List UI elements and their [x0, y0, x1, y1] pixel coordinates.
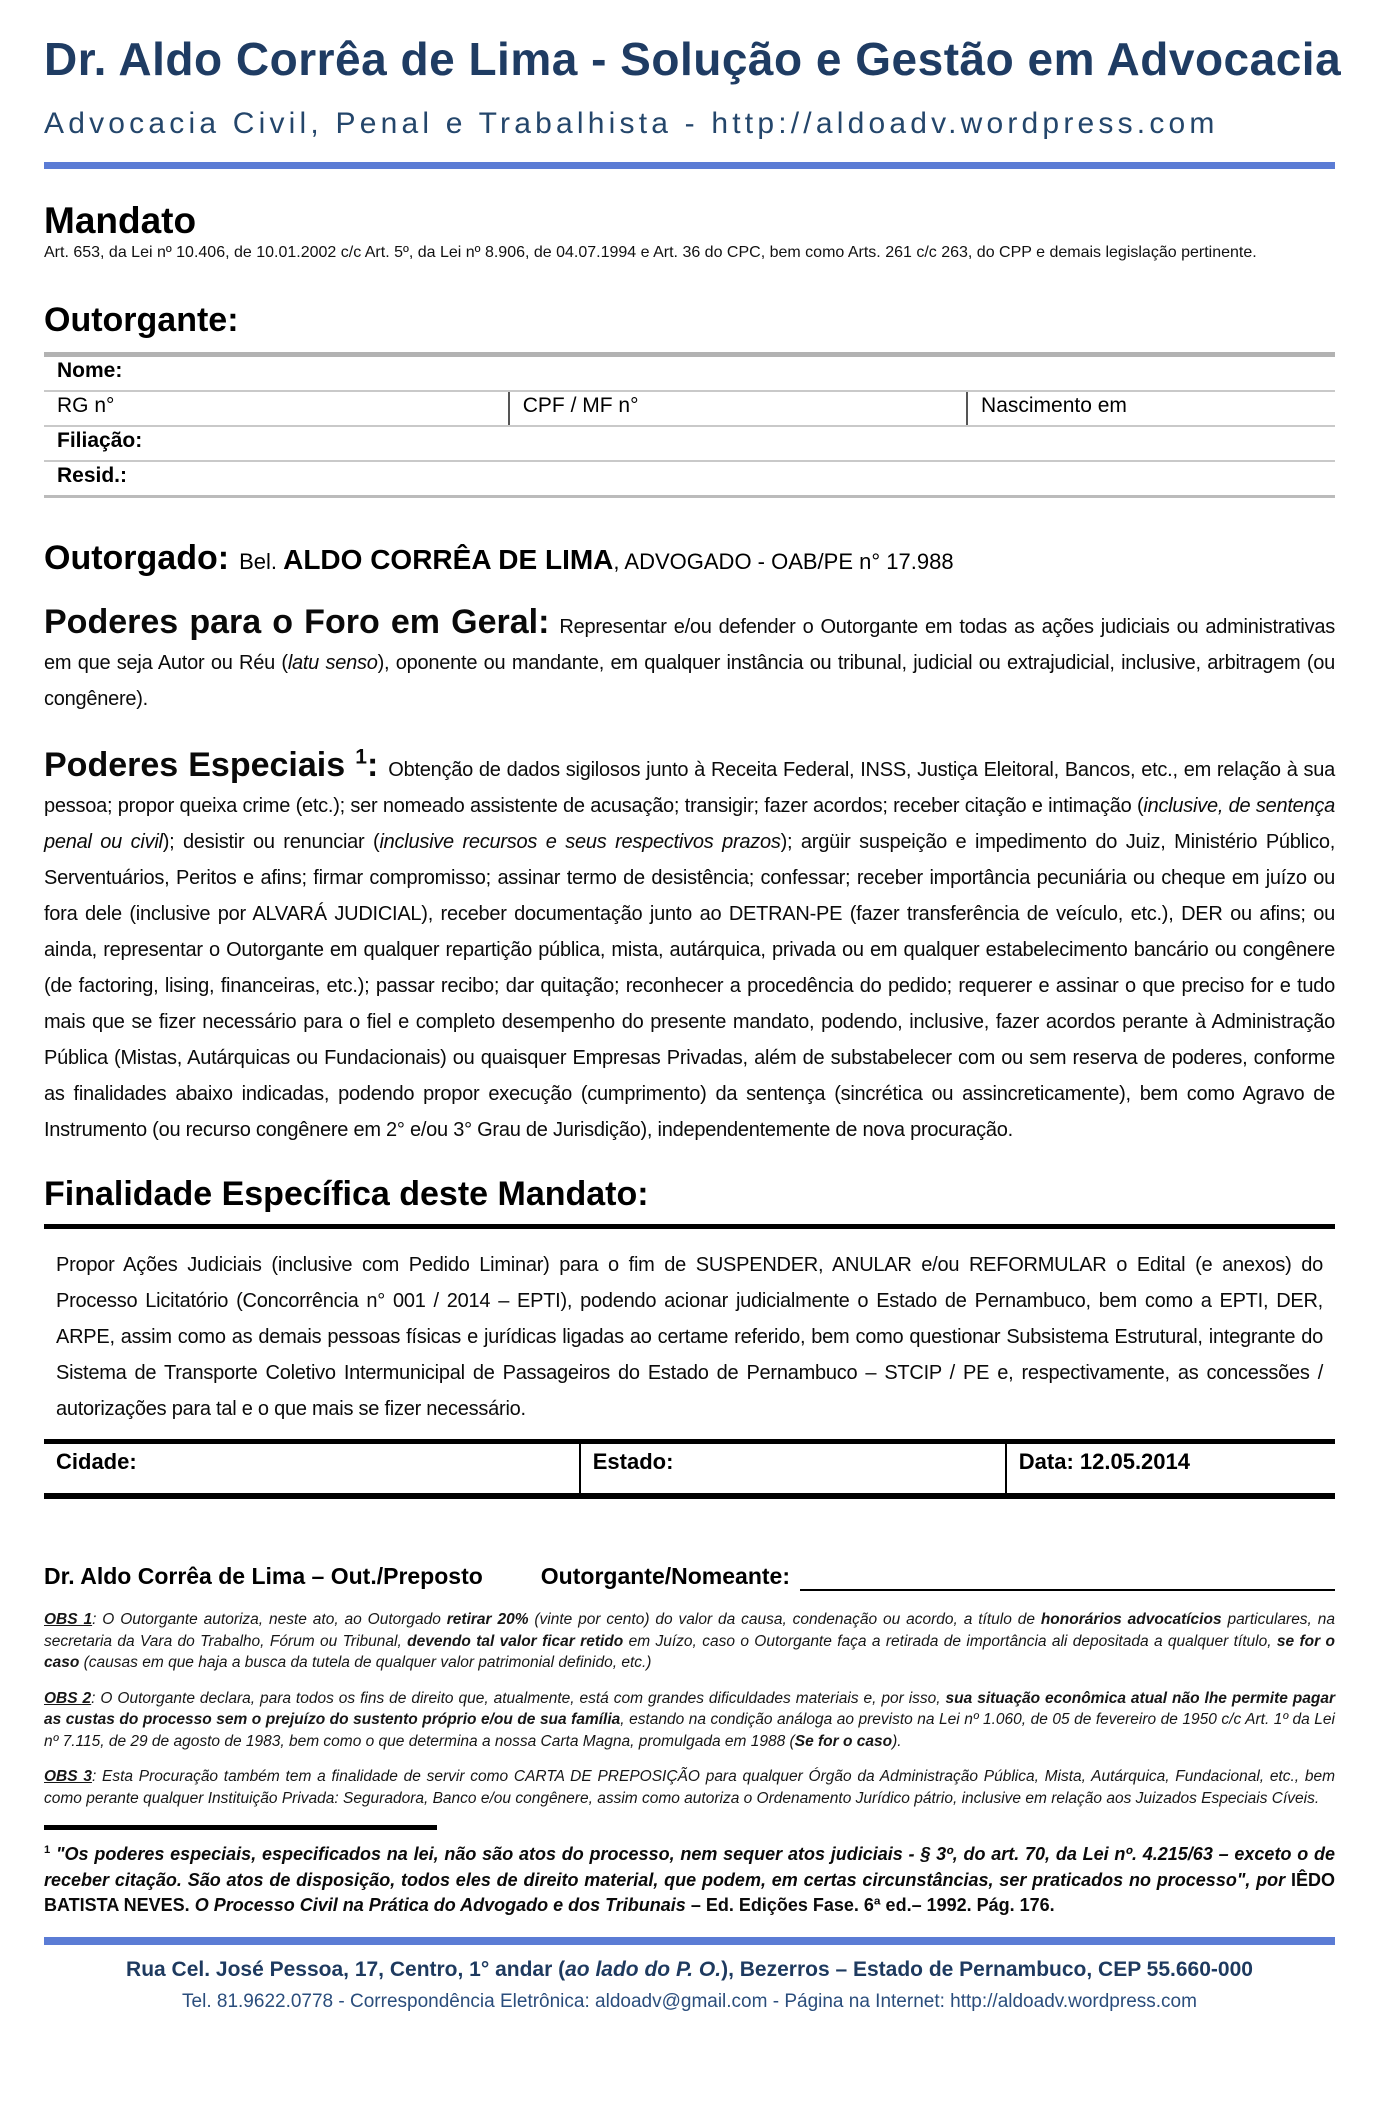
foro-geral-paragraph [44, 604, 1335, 717]
poderes-especiais-title [44, 746, 388, 784]
field-nascimento-label: Nascimento em [967, 391, 1335, 426]
signature-grantor-label: Outorgante/Nomeante: [540, 1563, 790, 1589]
foro-geral-title: Poderes para o Foro em Geral: [44, 603, 550, 641]
poderes-especiais-title-text: Poderes Especiais [44, 746, 346, 784]
field-cpf-label: CPF / MF n° [509, 391, 967, 426]
signature-grantee-name: Dr. Aldo Corrêa de Lima – Out./Preposto [44, 1563, 483, 1589]
mandato-legal-citation: Art. 653, da Lei nº 10.406, de 10.01.2002 c/c Art. 5º, da Lei nº 8.906, de 04.07.1994 e Art. 36 do CPC, bem como Arts. 261 c/c 263, do CPP e demais legislação pertinente. [44, 244, 1257, 261]
cidade-label: Cidade: [56, 1449, 137, 1474]
table-row [44, 355, 1335, 392]
field-nome-label: Nome: [44, 355, 1335, 392]
field-filiacao-label: Filiação: [44, 426, 1335, 461]
finalidade-paragraph: Propor Ações Judiciais (inclusive com Pedido Liminar) para o fim de SUSPENDER, ANULAR e/ou REFORMULAR o Edital (e anexos) do Processo Licitatório (Concorrência n° 001 / 2014 – EPTI), podendo acionar judicialmente o Estado de Pernambuco, bem como a EPTI, DER, ARPE, assim como as demais pessoas físicas e jurídicas ligadas ao certame referido, bem como questionar Subsistema Estrutural, integrante do Sistema de Transporte Coletivo Intermunicipal de Passageiros do Estado de Pernambuco – STCIP / PE e, respectivamente, as concessões / autorizações para tal e o que mais se fizer necessário. [56, 1254, 1323, 1420]
outorgado-name: ALDO CORRÊA DE LIMA [283, 544, 614, 575]
footer-address: Rua Cel. José Pessoa, 17, Centro, 1° andar (ao lado do P. O.), Bezerros – Estado de Pernambuco, CEP 55.660-000 [126, 1957, 1253, 1981]
mandato-section [44, 201, 1335, 262]
city-state-date-table [44, 1439, 1335, 1499]
obs-3: OBS 3: Esta Procuração também tem a finalidade de servir como CARTA DE PREPOSIÇÃO para qualquer Órgão da Administração Pública, Mista, Autárquica, Fundacional, etc., bem como perante qualquer Instituição Privada: Seguradora, Banco e/ou congênere, assim como autoriza o Ordenamento Jurídico pátrio, inclusive em relação aos Juizados Especiais Cíveis. [44, 1768, 1336, 1807]
data-value: Data: 12.05.2014 [1006, 1442, 1335, 1497]
poderes-especiais-text: Obtenção de dados sigilosos junto à Receita Federal, INSS, Justiça Eleitoral, Bancos, etc., em relação à sua pessoa; propor queixa crime (etc.); ser nomeado assistente de acusação; transigir; fazer acordos; receber citação e intimação (inclusive, de sentença penal ou civil); desistir ou renunciar (inclusive recursos e seus respectivos prazos); argüir suspeição e impedimento do Juiz, Ministério Público, Serventuários, Peritos e afins; firmar compromisso; assinar termo de desistência; confessar; receber importância pecuniária ou cheque em juízo ou fora dele (inclusive por ALVARÁ JUDICIAL), receber documentação junto ao DETRAN-PE (fazer transferência de veículo, etc.), DER ou afins; ou ainda, representar o Outorgante em qualquer repartição pública, mista, autárquica, privada ou em qualquer estabelecimento bancário ou congênere (de factoring, lising, financeiras, etc.); passar recibo; dar quitação; reconhecer a procedência do pedido; requerer e assinar o que preciso for e tudo mais que se fizer necessário para o fiel e completo desempenho do presente mandato, podendo, inclusive, fazer acordos perante à Administração Pública (Mistas, Autárquicas ou Fundacionais) ou quaisquer Empresas Privadas, além de substabelecer com ou sem reserva de poderes, conforme as finalidades abaixo indicadas, podendo propor execução (cumprimento) da sentença (sincrética ou assincreticamente), bem como Agravo de Instrumento (ou recurso congênere em 2° e/ou 3° Grau de Jurisdição), independentemente de nova procuração. [44, 759, 1335, 1141]
letterhead-title: Dr. Aldo Corrêa de Lima - Solução e Gestão em Advocacia [44, 33, 1342, 85]
foro-geral-section [44, 604, 1335, 717]
table-row [44, 391, 1335, 426]
outorgado-title: Outorgado: [44, 539, 230, 577]
footnote-text: $^1$ "Os poderes especiais, especificados na lei, não são atos do processo, nem sequer atos judiciais - § 3º, do art. 70, da Lei nº. 4.215/63 – exceto o de receber citação. São atos de disposição, todos eles de direito material, que podem, em certas circunstâncias, ser praticados no processo", por IÊDO BATISTA NEVES. O Processo Civil na Prática do Advogado e dos Tribunais – Ed. Edições Fase. 6ª ed.– 1992. Pág. 176. [44, 1844, 1335, 1915]
outorgado-oab: , ADVOGADO - OAB/PE n° 17.988 [613, 549, 954, 574]
finalidade-title: Finalidade Específica deste Mandato: [44, 1175, 649, 1213]
poderes-especiais-paragraph [44, 747, 1335, 1148]
letterhead-divider [44, 162, 1335, 169]
outorgante-form-table [44, 352, 1335, 498]
footnote-divider [44, 1825, 437, 1830]
outorgante-section [44, 300, 1335, 498]
field-rg-label: RG n° [44, 391, 509, 426]
estado-label: Estado: [580, 1442, 1006, 1497]
letterhead [44, 32, 1342, 169]
field-resid-label: Resid.: [57, 464, 128, 487]
finalidade-divider [44, 1224, 1335, 1229]
finalidade-section [44, 1174, 1335, 1427]
poderes-especiais-section [44, 747, 1335, 1148]
obs-2: OBS 2: O Outorgante declara, para todos os fins de direito que, atualmente, está com grandes dificuldades materiais e, por isso, sua situação econômica atual não lhe permite pagar as custas do processo sem o prejuízo do sustento próprio e/ou de sua família, estando na condição análoga ao previsto na Lei nº 1.060, de 05 de fevereiro de 1950 c/c Art. 1º da Lei nº 7.115, de 29 de agosto de 1983, bem como o que determina a nossa Carta Magna, promulgada em 1988 (Se for o caso). [44, 1689, 1336, 1750]
table-row [44, 1442, 1335, 1497]
obs-1: OBS 1: O Outorgante autoriza, neste ato, ao Outorgado retirar 20% (vinte por cento) do valor da causa, condenação ou acordo, a título de honorários advocatícios particulares, na secretaria da Vara do Trabalho, Fórum ou Tribunal, devendo tal valor ficar retido em Juízo, caso o Outorgante faça a retirada de importância ali depositada a qualquer título, se for o caso (causas em que haja a busca da tutela de qualquer valor patrimonial definido, etc.) [44, 1611, 1336, 1671]
outorgado-section [44, 538, 1335, 578]
signature-row [44, 1561, 1335, 1591]
table-row [44, 461, 1335, 497]
outorgado-prefix: Bel. [239, 549, 284, 574]
outorgante-title: Outorgante: [44, 301, 239, 339]
signature-line [800, 1563, 1335, 1591]
footer-contact: Tel. 81.9622.0778 - Correspondência Eletrônica: aldoadv@gmail.com - Página na Internet: http://aldoadv.wordpress.com [182, 1990, 1197, 2012]
poderes-especiais-colon: : [366, 746, 379, 784]
table-row [44, 426, 1335, 461]
footer-divider [44, 1937, 1335, 1945]
poderes-especiais-footnote-ref: 1 [355, 745, 367, 769]
mandato-title: Mandato [44, 200, 197, 241]
foro-geral-text: Representar e/ou defender o Outorgante em todas as ações judiciais ou administrativas em que seja Autor ou Réu (latu senso), oponente ou mandante, em qualquer instância ou tribunal, judicial ou extrajudicial, inclusive, arbitragem (ou congênere). [44, 616, 1336, 710]
letterhead-subtitle: Advocacia Civil, Penal e Trabalhista - http://aldoadv.wordpress.com [44, 107, 1219, 140]
